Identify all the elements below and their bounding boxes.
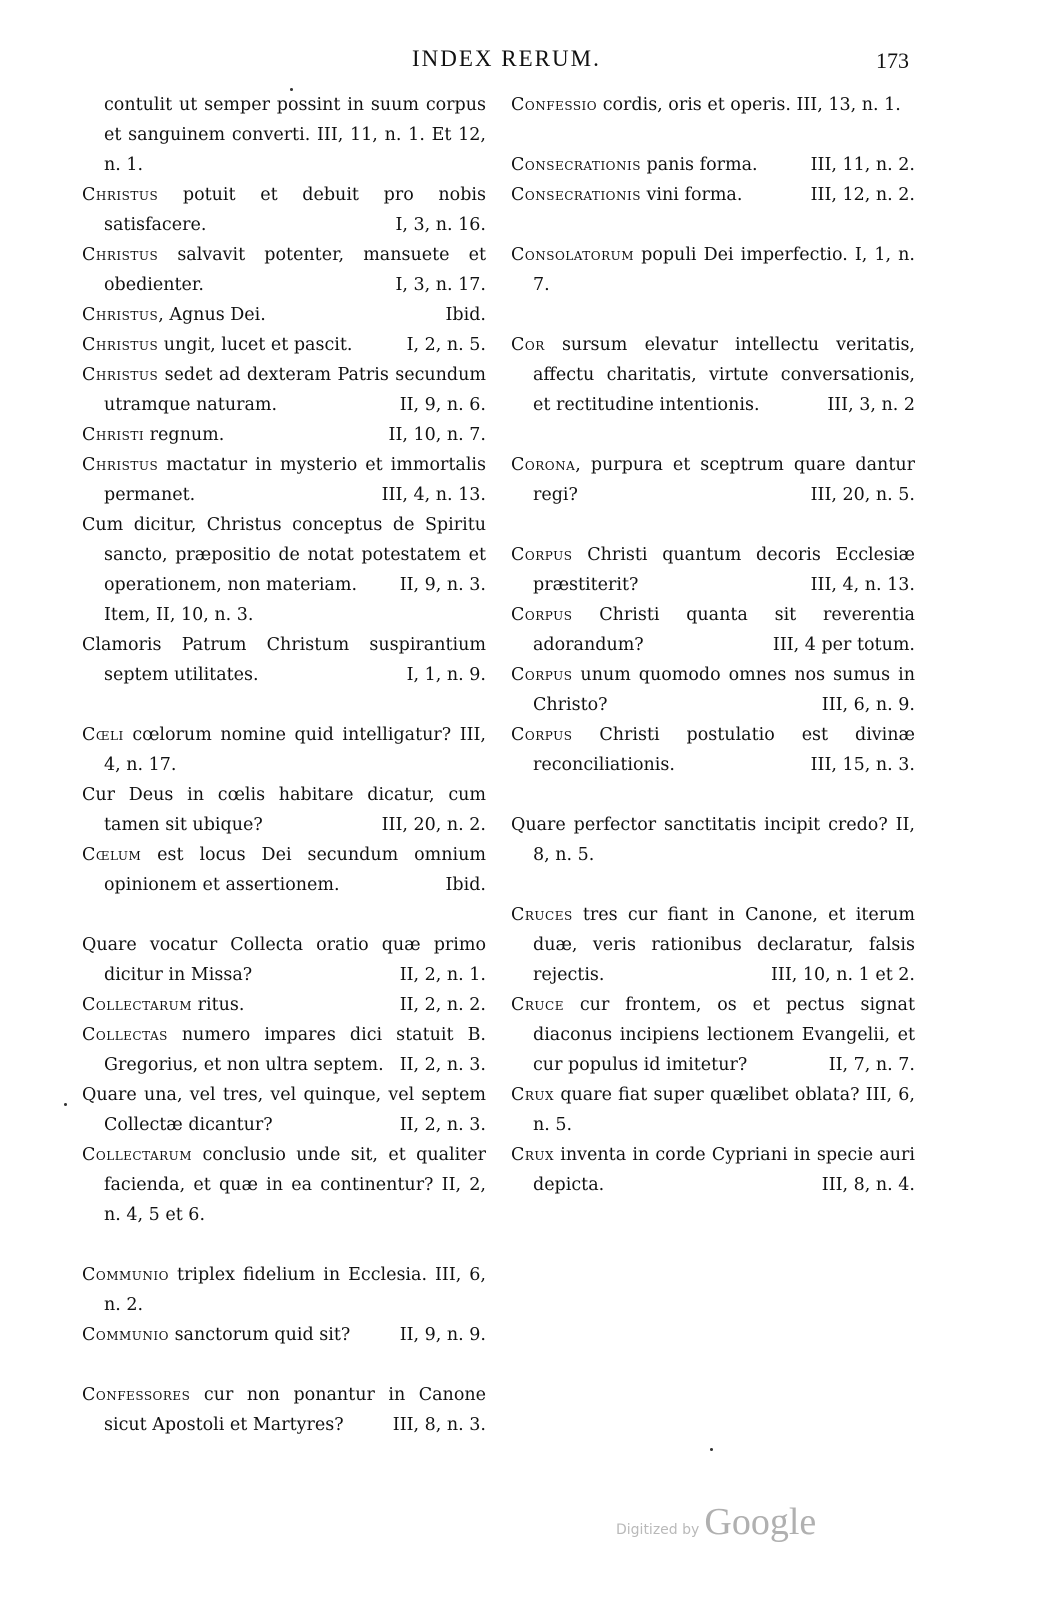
index-entry bbox=[511, 660, 915, 720]
entry-text: contulit ut semper possint in suum corpus et sanguinem converti. III, 11, n. 1. Et 12, n. 1. bbox=[104, 95, 486, 175]
index-entry bbox=[511, 540, 915, 600]
entry-text: Cur Deus in cœlis habitare dicatur, cum tamen sit ubique? bbox=[82, 785, 486, 835]
entry-reference: II, 2, n. 2. bbox=[399, 995, 486, 1015]
entry-text: Quare una, vel tres, vel quinque, vel septem Collectæ dicantur? bbox=[82, 1085, 486, 1135]
entry-headword: Corpus bbox=[511, 605, 573, 625]
entry-reference: II, 2, n. 1. bbox=[399, 965, 486, 985]
entry-reference: Ibid. bbox=[445, 305, 486, 325]
entry-reference: III, 20, n. 5. bbox=[810, 485, 915, 505]
entry-text: ritus. bbox=[192, 995, 245, 1015]
entry-gap bbox=[82, 1350, 486, 1380]
entry-reference: III, 20, n. 2. bbox=[381, 815, 486, 835]
index-entry bbox=[82, 1380, 486, 1440]
entry-headword: Corpus bbox=[511, 545, 573, 565]
entry-text: panis forma. bbox=[640, 155, 758, 175]
entry-text: cur frontem, os et pectus signat diaconus incipiens lectionem Evangelii, et cur populus id imitetur? bbox=[533, 995, 915, 1075]
entry-text: , purpura et sceptrum quare dantur regi? bbox=[533, 455, 915, 505]
entry-headword: Collectas bbox=[82, 1025, 168, 1045]
entry-text: populi Dei imperfectio. I, 1, n. 7. bbox=[533, 245, 915, 295]
index-entry bbox=[82, 1020, 486, 1080]
index-entry bbox=[82, 1080, 486, 1140]
entry-gap bbox=[511, 210, 915, 240]
google-logo: Google bbox=[704, 1501, 817, 1543]
entry-gap bbox=[82, 900, 486, 930]
entry-reference: Ibid. bbox=[445, 875, 486, 895]
entry-text: mactatur in mysterio et immortalis permanet. bbox=[104, 455, 486, 505]
entry-text: sedet ad dexteram Patris secundum utramque naturam. bbox=[104, 365, 486, 415]
entry-text: tres cur fiant in Canone, et iterum duæ, veris rationibus declaratur, falsis rejectis. bbox=[533, 905, 915, 985]
entry-reference: II, 9, n. 9. bbox=[399, 1325, 486, 1345]
entry-reference: II, 9, n. 3. bbox=[399, 575, 486, 595]
speck bbox=[710, 1448, 713, 1451]
digitized-by-label: Digitized by bbox=[616, 1522, 700, 1538]
index-entry bbox=[511, 150, 915, 180]
digitization-watermark bbox=[616, 1500, 816, 1544]
index-entry bbox=[82, 840, 486, 900]
index-entry bbox=[511, 810, 915, 870]
entry-reference: I, 1, n. 9. bbox=[406, 665, 486, 685]
entry-text: potuit et debuit pro nobis satisfacere. bbox=[104, 185, 486, 235]
index-entry bbox=[82, 720, 486, 780]
index-entry bbox=[82, 630, 486, 690]
index-entry bbox=[82, 450, 486, 510]
entry-text: cur non ponantur in Canone sicut Apostoli et Martyres? bbox=[104, 1385, 486, 1435]
entry-text: Quare perfector sanctitatis incipit credo? II, 8, n. 5. bbox=[511, 815, 915, 865]
entry-reference: I, 2, n. 5. bbox=[406, 335, 486, 355]
entry-gap bbox=[511, 420, 915, 450]
entry-headword: Communio bbox=[82, 1325, 169, 1345]
entry-gap bbox=[511, 870, 915, 900]
entry-reference: III, 11, n. 2. bbox=[810, 155, 915, 175]
entry-reference: III, 12, n. 2. bbox=[810, 185, 915, 205]
entry-headword: Consecrationis bbox=[511, 155, 641, 175]
entry-headword: Christus bbox=[82, 305, 159, 325]
index-entry bbox=[82, 330, 486, 360]
entry-reference: I, 3, n. 17. bbox=[395, 275, 486, 295]
entry-reference: I, 3, n. 16. bbox=[395, 215, 486, 235]
entry-text: ungit, lucet et pascit. bbox=[158, 335, 353, 355]
entry-headword: Cruce bbox=[511, 995, 564, 1015]
entry-reference: III, 3, n. 2 bbox=[827, 395, 915, 415]
entry-reference: III, 15, n. 3. bbox=[810, 755, 915, 775]
index-entry bbox=[511, 90, 915, 120]
entry-reference: III, 4, n. 13. bbox=[810, 575, 915, 595]
index-entry bbox=[511, 600, 915, 660]
index-entry bbox=[82, 360, 486, 420]
entry-headword: Communio bbox=[82, 1265, 169, 1285]
entry-text: Christi postulatio est divinæ reconciliationis. bbox=[533, 725, 915, 775]
entry-text: regnum. bbox=[144, 425, 225, 445]
entry-gap bbox=[511, 120, 915, 150]
entry-text: Christi quanta sit reverentia adorandum? bbox=[533, 605, 915, 655]
entry-headword: Christus bbox=[82, 365, 159, 385]
index-entry bbox=[82, 180, 486, 240]
right-column bbox=[511, 90, 915, 1200]
entry-text: conclusio unde sit, et qualiter facienda, et quæ in ea continentur? II, 2, n. 4, 5 et 6. bbox=[104, 1145, 486, 1225]
index-entry bbox=[82, 990, 486, 1020]
entry-reference: II, 7, n. 7. bbox=[828, 1055, 915, 1075]
index-entry bbox=[82, 1260, 486, 1320]
entry-headword: Cœlum bbox=[82, 845, 142, 865]
index-entry bbox=[511, 450, 915, 510]
index-entry bbox=[82, 420, 486, 450]
index-entry bbox=[511, 1080, 915, 1140]
entry-text: Cum dicitur, Christus conceptus de Spiritu sancto, præpositio de notat potestatem et operationem, non materiam. bbox=[82, 515, 486, 595]
entry-text: numero impares dici statuit B. Gregorius, et non ultra septem. bbox=[104, 1025, 486, 1075]
speck bbox=[64, 1103, 67, 1106]
entry-text: sursum elevatur intellectu veritatis, affectu charitatis, virtute conversationis, et rectitudine intentionis. bbox=[533, 335, 915, 415]
entry-headword: Corpus bbox=[511, 725, 573, 745]
entry-headword: Collectarum bbox=[82, 995, 193, 1015]
speck bbox=[290, 88, 293, 91]
index-entry bbox=[82, 90, 486, 180]
index-entry bbox=[82, 780, 486, 840]
entry-text: sanctorum quid sit? bbox=[169, 1325, 351, 1345]
left-column bbox=[82, 90, 486, 1440]
entry-reference: III, 8, n. 4. bbox=[821, 1175, 915, 1195]
entry-reference: III, 8, n. 3. bbox=[392, 1415, 486, 1435]
index-entry bbox=[511, 330, 915, 420]
entry-text: inventa in corde Cypriani in specie auri depicta. bbox=[533, 1145, 915, 1195]
entry-gap bbox=[511, 780, 915, 810]
entry-text: est locus Dei secundum omnium opinionem et assertionem. bbox=[104, 845, 486, 895]
index-entry bbox=[511, 990, 915, 1080]
index-entry bbox=[82, 930, 486, 990]
entry-reference: II, 10, n. 7. bbox=[388, 425, 486, 445]
entry-reference: III, 6, n. 9. bbox=[821, 695, 915, 715]
entry-text: Christi quantum decoris Ecclesiæ præstiterit? bbox=[533, 545, 915, 595]
entry-gap bbox=[82, 1230, 486, 1260]
entry-headword: Confessores bbox=[82, 1385, 191, 1405]
entry-reference: II, 2, n. 3. bbox=[399, 1115, 486, 1135]
index-entry bbox=[82, 240, 486, 300]
index-entry bbox=[511, 240, 915, 300]
entry-text: cordis, oris et operis. III, 13, n. 1. bbox=[597, 95, 901, 115]
entry-reference: III, 10, n. 1 et 2. bbox=[771, 965, 915, 985]
entry-headword: Corpus bbox=[511, 665, 573, 685]
entry-headword: Crux bbox=[511, 1085, 555, 1105]
entry-gap bbox=[511, 510, 915, 540]
entry-reference: II, 9, n. 6. bbox=[399, 395, 486, 415]
entry-headword: Collectarum bbox=[82, 1145, 193, 1165]
entry-headword: Christus bbox=[82, 335, 159, 355]
entry-text: quare fiat super quælibet oblata? III, 6, n. 5. bbox=[533, 1085, 915, 1135]
entry-text: cœlorum nomine quid intelligatur? III, 4, n. 17. bbox=[104, 725, 486, 775]
entry-headword: Cor bbox=[511, 335, 545, 355]
entry-reference: II, 2, n. 3. bbox=[399, 1055, 486, 1075]
entry-extra-reference: Item, II, 10, n. 3. bbox=[104, 605, 254, 625]
entry-text: Quare vocatur Collecta oratio quæ primo dicitur in Missa? bbox=[82, 935, 486, 985]
index-entry bbox=[82, 1140, 486, 1230]
index-entry bbox=[82, 510, 486, 630]
entry-text: , Agnus Dei. bbox=[158, 305, 266, 325]
entry-reference: III, 4 per totum. bbox=[772, 635, 915, 655]
running-title: INDEX RERUM. bbox=[412, 46, 601, 71]
entry-headword: Crux bbox=[511, 1145, 555, 1165]
entry-reference: III, 4, n. 13. bbox=[381, 485, 486, 505]
entry-headword: Consecrationis bbox=[511, 185, 641, 205]
index-entry bbox=[511, 180, 915, 210]
entry-headword: Christus bbox=[82, 455, 159, 475]
entry-headword: Corona bbox=[511, 455, 576, 475]
index-entry bbox=[511, 1140, 915, 1200]
entry-headword: Christus bbox=[82, 245, 159, 265]
index-entry bbox=[82, 300, 486, 330]
entry-headword: Christus bbox=[82, 185, 159, 205]
entry-headword: Consolatorum bbox=[511, 245, 635, 265]
index-entry bbox=[82, 1320, 486, 1350]
entry-text: Clamoris Patrum Christum suspirantium septem utilitates. bbox=[82, 635, 486, 685]
entry-gap bbox=[511, 300, 915, 330]
entry-text: triplex fidelium in Ecclesia. III, 6, n. 2. bbox=[104, 1265, 486, 1315]
index-entry bbox=[511, 900, 915, 990]
entry-text: salvavit potenter, mansuete et obedienter. bbox=[104, 245, 486, 295]
entry-text: vini forma. bbox=[640, 185, 743, 205]
entry-gap bbox=[82, 690, 486, 720]
entry-text: unum quomodo omnes nos sumus in Christo? bbox=[533, 665, 915, 715]
entry-headword: Christi bbox=[82, 425, 145, 445]
entry-headword: Confessio bbox=[511, 95, 598, 115]
page-number: 173 bbox=[876, 48, 909, 73]
entry-headword: Cœli bbox=[82, 725, 124, 745]
index-entry bbox=[511, 720, 915, 780]
entry-headword: Cruces bbox=[511, 905, 573, 925]
